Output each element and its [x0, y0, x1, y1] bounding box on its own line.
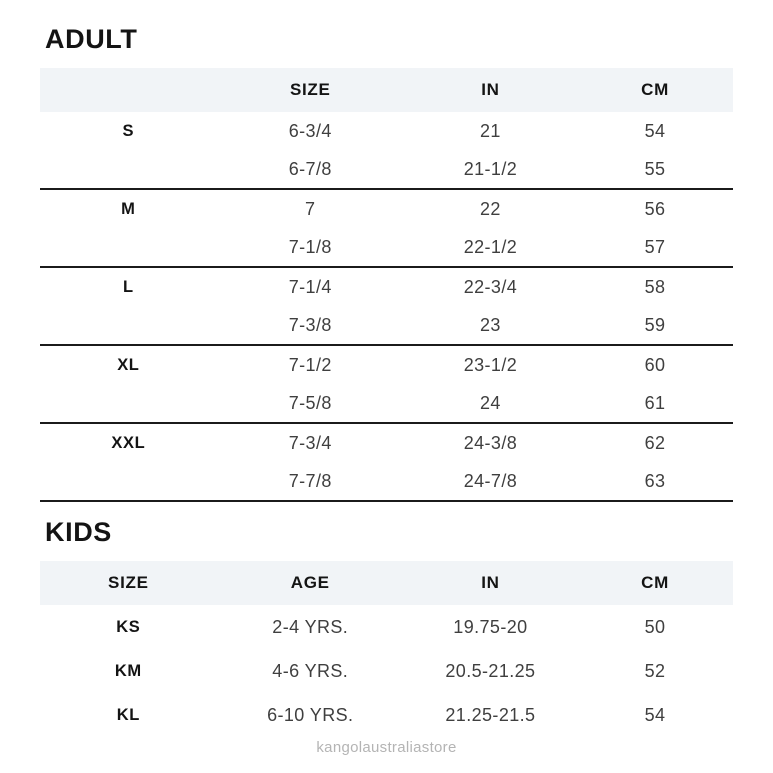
us-size-cell: 7-5/8: [217, 384, 404, 423]
adult-header-row: [40, 68, 733, 112]
kids-size-label: KS: [116, 617, 141, 636]
cm-cell: 59: [577, 306, 733, 345]
inches-cell: 24-3/8: [463, 432, 518, 453]
us-size-cell: 6-7/8: [217, 150, 404, 189]
inches-cell: 22-1/2: [404, 228, 577, 267]
us-size-cell: 7-1/2: [288, 354, 332, 375]
inches-cell: 21.25-21.5: [445, 704, 536, 725]
cm-cell: 57: [577, 228, 733, 267]
adult-title: ADULT: [45, 24, 138, 54]
inches-cell: 24-7/8: [404, 462, 577, 501]
inches-cell: 22-3/4: [463, 276, 518, 297]
table-row: [40, 462, 733, 501]
table-row: [40, 228, 733, 267]
kids-title: KIDS: [45, 517, 112, 547]
inches-cell: 24: [404, 384, 577, 423]
cm-cell: 56: [644, 198, 666, 219]
kids-header-size: SIZE: [40, 561, 217, 605]
table-row: [40, 112, 733, 150]
adult-header-cm: CM: [577, 68, 733, 112]
size-group-label: [40, 384, 217, 423]
table-row: [40, 189, 733, 228]
us-size-cell: 7: [305, 198, 316, 219]
cm-cell: 50: [644, 616, 666, 637]
kids-section: [40, 519, 733, 737]
cm-cell: 63: [577, 462, 733, 501]
cm-cell: 54: [644, 120, 666, 141]
kids-size-table: [40, 561, 733, 737]
age-cell: 4-6 YRS.: [272, 660, 349, 681]
adult-header-size: SIZE: [217, 68, 404, 112]
kids-size-label: KL: [116, 705, 140, 724]
kids-header-row: [40, 561, 733, 605]
inches-cell: 20.5-21.25: [445, 660, 536, 681]
table-row: [40, 423, 733, 462]
adult-header-in: IN: [404, 68, 577, 112]
us-size-cell: 7-7/8: [217, 462, 404, 501]
size-group-label: [40, 228, 217, 267]
us-size-cell: 6-3/4: [288, 120, 332, 141]
size-group-label: XL: [117, 355, 140, 374]
adult-size-table: [40, 68, 733, 502]
size-group-label: [40, 462, 217, 501]
table-row: [40, 384, 733, 423]
us-size-cell: 7-3/4: [288, 432, 332, 453]
table-row: [40, 306, 733, 345]
table-row: [40, 605, 733, 649]
size-group-label: XXL: [111, 433, 146, 452]
inches-cell: 23-1/2: [463, 354, 518, 375]
kids-header-cm: CM: [577, 561, 733, 605]
inches-cell: 23: [404, 306, 577, 345]
us-size-cell: 7-1/8: [217, 228, 404, 267]
cm-cell: 62: [644, 432, 666, 453]
table-row: [40, 267, 733, 306]
age-cell: 2-4 YRS.: [272, 616, 349, 637]
table-row: [40, 693, 733, 737]
table-row: [40, 150, 733, 189]
us-size-cell: 7-1/4: [288, 276, 332, 297]
watermark-text: kangolaustraliastore: [316, 739, 457, 756]
size-group-label: M: [121, 199, 136, 218]
kids-header-age: AGE: [217, 561, 404, 605]
cm-cell: 60: [644, 354, 666, 375]
cm-cell: 61: [577, 384, 733, 423]
age-cell: 6-10 YRS.: [267, 704, 354, 725]
size-group-label: S: [122, 121, 135, 140]
inches-cell: 22: [480, 198, 501, 219]
cm-cell: 52: [644, 660, 666, 681]
cm-cell: 55: [577, 150, 733, 189]
cm-cell: 54: [644, 704, 666, 725]
us-size-cell: 7-3/8: [217, 306, 404, 345]
kids-header-in: IN: [404, 561, 577, 605]
adult-header-blank: [40, 68, 217, 112]
size-group-label: [40, 150, 217, 189]
size-group-label: [40, 306, 217, 345]
table-row: [40, 345, 733, 384]
inches-cell: 19.75-20: [453, 616, 528, 637]
inches-cell: 21: [480, 120, 501, 141]
inches-cell: 21-1/2: [404, 150, 577, 189]
cm-cell: 58: [644, 276, 666, 297]
kids-size-label: KM: [114, 661, 142, 680]
size-group-label: L: [123, 277, 134, 296]
adult-section: [40, 26, 733, 502]
table-row: [40, 649, 733, 693]
